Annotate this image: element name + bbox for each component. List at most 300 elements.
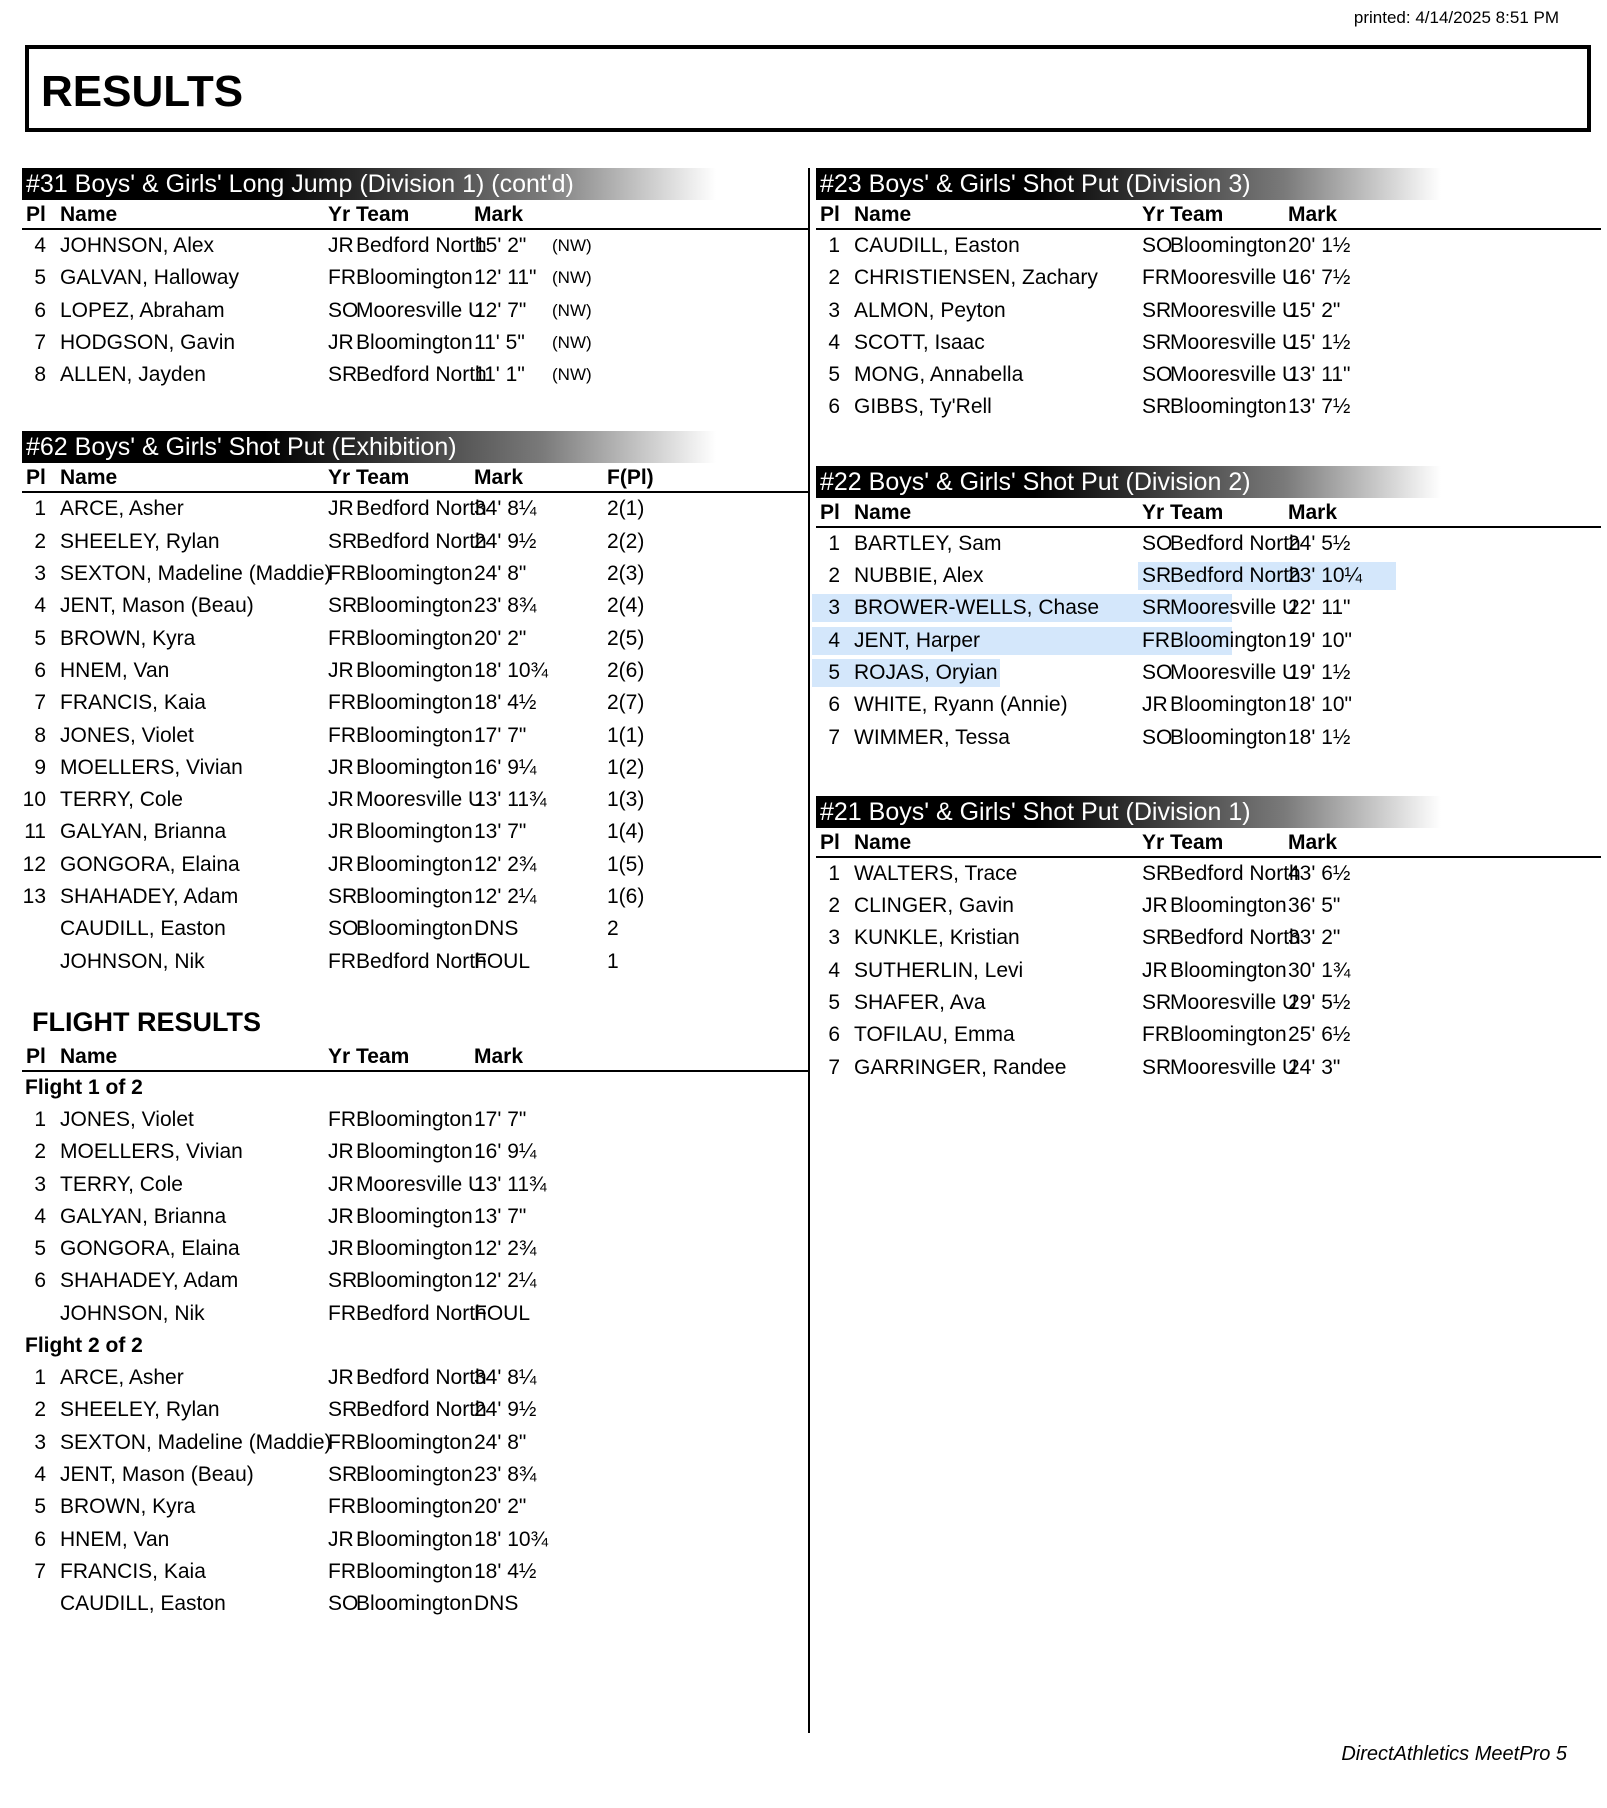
team-name: Bloomington xyxy=(356,266,473,290)
athlete-name: SCOTT, Isaac xyxy=(854,330,985,354)
result-row xyxy=(816,391,1601,423)
event-title: #31 Boys' & Girls' Long Jump (Division 1) (cont'd) xyxy=(22,168,716,200)
result-row xyxy=(22,295,808,327)
mark: 16' 7½ xyxy=(1288,266,1351,290)
mark: 18' 4½ xyxy=(474,1559,537,1583)
col-header-mark: Mark xyxy=(474,1044,524,1068)
place: 3 xyxy=(828,596,840,620)
result-row xyxy=(22,816,808,848)
mark: 15' 1½ xyxy=(1288,330,1351,354)
mark: 24' 8" xyxy=(474,1430,527,1454)
col-header-team: Team xyxy=(1170,830,1224,854)
athlete-year: JR xyxy=(328,1237,354,1261)
result-row xyxy=(22,752,808,784)
athlete-year: JR xyxy=(1142,894,1168,918)
results-header-box xyxy=(25,45,1591,132)
athlete-name: JENT, Harper xyxy=(854,628,981,652)
mark: 16' 9¼ xyxy=(474,755,537,779)
athlete-year: SR xyxy=(328,594,358,618)
place: 1 xyxy=(34,1107,46,1131)
col-header-yr: Yr xyxy=(328,466,351,490)
athlete-year: JR xyxy=(328,1140,354,1164)
result-row xyxy=(816,560,1601,592)
result-row xyxy=(22,913,808,945)
athlete-year: SR xyxy=(328,1269,358,1293)
team-name: Bloomington xyxy=(356,1140,473,1164)
athlete-name: JOHNSON, Nik xyxy=(60,949,205,973)
result-row xyxy=(22,558,808,590)
athlete-name: CAUDILL, Easton xyxy=(60,1592,226,1616)
place: 5 xyxy=(828,363,840,387)
col-header-team: Team xyxy=(1170,203,1224,226)
result-row xyxy=(816,987,1601,1019)
athlete-year: SO xyxy=(1142,660,1173,684)
athlete-year: SR xyxy=(1142,564,1172,588)
team-name: Bedford North xyxy=(1170,531,1301,555)
place: 8 xyxy=(34,723,46,747)
team-name: Bloomington xyxy=(1170,1023,1287,1047)
athlete-name: MONG, Annabella xyxy=(854,363,1024,387)
place: 7 xyxy=(34,691,46,715)
mark: 19' 10" xyxy=(1288,628,1353,652)
athlete-name: MOELLERS, Vivian xyxy=(60,1140,243,1164)
athlete-name: KUNKLE, Kristian xyxy=(854,926,1020,950)
athlete-name: JONES, Violet xyxy=(60,1107,194,1131)
right-column xyxy=(816,168,1601,1084)
column-header-row xyxy=(816,830,1601,858)
athlete-year: SR xyxy=(328,363,358,387)
mark: 15' 2" xyxy=(474,234,527,257)
team-name: Bloomington xyxy=(356,755,473,779)
event-title: #62 Boys' & Girls' Shot Put (Exhibition) xyxy=(22,431,716,463)
athlete-name: GALYAN, Brianna xyxy=(60,1204,227,1228)
athlete-name: HODGSON, Gavin xyxy=(60,330,236,354)
result-row xyxy=(22,720,808,752)
mark: 34' 8¼ xyxy=(474,497,537,521)
place: 2 xyxy=(828,894,840,918)
team-name: Bedford North xyxy=(356,1301,487,1325)
place: 6 xyxy=(34,298,46,322)
place: 6 xyxy=(828,693,840,717)
flight-place: 1(6) xyxy=(607,885,645,909)
column-header-row xyxy=(816,202,1601,230)
team-name: Bedford North xyxy=(356,497,487,521)
athlete-year: FR xyxy=(1142,628,1170,652)
flight-place: 2(7) xyxy=(607,691,645,715)
result-row xyxy=(22,230,808,262)
team-name: Bedford North xyxy=(1170,564,1301,588)
wind-note: (NW) xyxy=(552,268,592,288)
team-name: Bedford North xyxy=(356,363,487,387)
place: 2 xyxy=(34,1140,46,1164)
athlete-name: NUBBIE, Alex xyxy=(854,564,984,588)
athlete-year: JR xyxy=(328,852,354,876)
athlete-name: BROWER-WELLS, Chase xyxy=(854,596,1100,620)
result-row xyxy=(816,625,1601,657)
event-table xyxy=(22,465,808,977)
flight-place: 1 xyxy=(607,949,619,973)
athlete-name: GALVAN, Halloway xyxy=(60,266,239,290)
team-name: Mooresville U xyxy=(356,1172,484,1196)
team-name: Bloomington xyxy=(356,1527,473,1551)
result-row xyxy=(816,359,1601,391)
athlete-year: JR xyxy=(328,1172,354,1196)
col-header-yr: Yr xyxy=(1142,830,1165,854)
mark: 18' 10¾ xyxy=(474,658,549,682)
mark: 43' 6½ xyxy=(1288,861,1351,885)
athlete-name: LOPEZ, Abraham xyxy=(60,298,225,322)
team-name: Bloomington xyxy=(1170,628,1287,652)
team-name: Bloomington xyxy=(356,1204,473,1228)
col-header-name: Name xyxy=(60,1044,118,1068)
flight-place: 1(2) xyxy=(607,755,645,779)
mark: 18' 4½ xyxy=(474,691,537,715)
team-name: Mooresville U xyxy=(1170,363,1298,387)
athlete-year: FR xyxy=(328,1430,356,1454)
athlete-name: FRANCIS, Kaia xyxy=(60,1559,206,1583)
athlete-year: FR xyxy=(328,562,356,586)
team-name: Bloomington xyxy=(356,626,473,650)
athlete-name: SHAHADEY, Adam xyxy=(60,1269,239,1293)
athlete-year: SR xyxy=(1142,298,1172,322)
col-header-mark: Mark xyxy=(1288,830,1338,854)
athlete-year: FR xyxy=(328,723,356,747)
result-row xyxy=(816,230,1601,262)
mark: 13' 7" xyxy=(474,820,527,844)
team-name: Bedford North xyxy=(1170,926,1301,950)
flight-place: 1(4) xyxy=(607,820,645,844)
mark: 17' 7" xyxy=(474,723,527,747)
team-name: Bloomington xyxy=(356,1269,473,1293)
result-row xyxy=(22,849,808,881)
event-title: #21 Boys' & Girls' Shot Put (Division 1) xyxy=(816,796,1441,828)
flight-place: 1(1) xyxy=(607,723,645,747)
result-row xyxy=(22,1233,808,1265)
mark: 13' 7½ xyxy=(1288,395,1351,419)
athlete-name: SUTHERLIN, Levi xyxy=(854,958,1024,982)
place: 6 xyxy=(34,1269,46,1293)
col-header-yr: Yr xyxy=(1142,500,1165,524)
team-name: Bloomington xyxy=(356,562,473,586)
athlete-year: SO xyxy=(1142,363,1173,387)
mark: 24' 9½ xyxy=(474,1398,537,1422)
place: 2 xyxy=(34,1398,46,1422)
result-row xyxy=(22,359,808,391)
team-name: Bloomington xyxy=(356,330,473,354)
result-row xyxy=(816,890,1601,922)
team-name: Bloomington xyxy=(1170,725,1287,749)
athlete-year: SO xyxy=(1142,531,1173,555)
athlete-year: SO xyxy=(328,298,359,322)
athlete-year: JR xyxy=(328,1204,354,1228)
athlete-name: WIMMER, Tessa xyxy=(854,725,1010,749)
mark: 22' 11" xyxy=(1288,596,1351,620)
athlete-name: ARCE, Asher xyxy=(60,1366,184,1390)
athlete-name: GONGORA, Elaina xyxy=(60,1237,240,1261)
athlete-name: SHAFER, Ava xyxy=(854,991,986,1015)
result-row xyxy=(22,784,808,816)
left-column xyxy=(22,168,808,1620)
athlete-name: ALMON, Peyton xyxy=(854,298,1006,322)
col-header-pl: Pl xyxy=(820,500,840,524)
athlete-year: FR xyxy=(328,266,356,290)
team-name: Bloomington xyxy=(356,917,473,941)
col-header-name: Name xyxy=(854,500,912,524)
athlete-year: JR xyxy=(328,497,354,521)
col-header-pl: Pl xyxy=(820,830,840,854)
mark: FOUL xyxy=(474,949,531,973)
athlete-name: JENT, Mason (Beau) xyxy=(60,1462,254,1486)
place: 4 xyxy=(34,234,46,257)
athlete-year: SR xyxy=(1142,1055,1172,1079)
result-row xyxy=(816,1019,1601,1051)
result-row xyxy=(22,1169,808,1201)
athlete-year: JR xyxy=(328,1527,354,1551)
result-row xyxy=(816,657,1601,689)
printed-timestamp: printed: 4/14/2025 8:51 PM xyxy=(1353,8,1559,27)
mark: 23' 8¾ xyxy=(474,1462,537,1486)
mark: 12' 2¾ xyxy=(474,852,537,876)
place: 8 xyxy=(34,363,46,387)
event-table xyxy=(816,202,1601,424)
place: 5 xyxy=(34,266,46,290)
result-row xyxy=(22,1298,808,1330)
event-table xyxy=(22,202,808,391)
result-row xyxy=(22,1201,808,1233)
athlete-name: JOHNSON, Nik xyxy=(60,1301,205,1325)
team-name: Mooresville U xyxy=(1170,330,1298,354)
result-row xyxy=(22,1427,808,1459)
place: 3 xyxy=(828,298,840,322)
athlete-name: TERRY, Cole xyxy=(60,788,183,812)
place: 12 xyxy=(22,852,46,876)
team-name: Bloomington xyxy=(356,1237,473,1261)
col-header-mark: Mark xyxy=(474,466,524,490)
athlete-year: JR xyxy=(328,820,354,844)
flight-table xyxy=(22,1044,808,1620)
athlete-year: SO xyxy=(1142,725,1173,749)
athlete-year: FR xyxy=(328,949,356,973)
athlete-year: SR xyxy=(328,529,358,553)
athlete-year: FR xyxy=(328,1301,356,1325)
team-name: Mooresville U xyxy=(1170,596,1298,620)
place: 6 xyxy=(34,1527,46,1551)
place: 4 xyxy=(34,1204,46,1228)
place: 1 xyxy=(34,497,46,521)
place: 6 xyxy=(828,395,840,419)
team-name: Bloomington xyxy=(1170,894,1287,918)
place: 4 xyxy=(34,594,46,618)
result-row xyxy=(816,689,1601,721)
col-header-fpl: F(Pl) xyxy=(607,466,654,490)
team-name: Bedford North xyxy=(356,234,487,257)
athlete-year: FR xyxy=(328,1559,356,1583)
place: 2 xyxy=(828,266,840,290)
place: 5 xyxy=(34,626,46,650)
mark: 13' 7" xyxy=(474,1204,527,1228)
place: 7 xyxy=(828,725,840,749)
athlete-name: SHEELEY, Rylan xyxy=(60,1398,220,1422)
team-name: Bloomington xyxy=(1170,693,1287,717)
team-name: Bloomington xyxy=(356,1107,473,1131)
place: 10 xyxy=(22,788,46,812)
place: 5 xyxy=(828,991,840,1015)
result-row xyxy=(22,1556,808,1588)
athlete-name: HNEM, Van xyxy=(60,1527,170,1551)
result-row xyxy=(22,1362,808,1394)
athlete-name: ALLEN, Jayden xyxy=(60,363,206,387)
flight-place: 2(5) xyxy=(607,626,645,650)
athlete-year: SR xyxy=(1142,926,1172,950)
result-row xyxy=(22,1104,808,1136)
place: 1 xyxy=(34,1366,46,1390)
place: 3 xyxy=(34,1172,46,1196)
athlete-year: FR xyxy=(328,691,356,715)
col-header-team: Team xyxy=(356,203,410,226)
mark: 20' 1½ xyxy=(1288,234,1351,257)
col-header-name: Name xyxy=(854,830,912,854)
col-header-team: Team xyxy=(1170,500,1224,524)
wind-note: (NW) xyxy=(552,236,592,255)
result-row xyxy=(816,722,1601,754)
place: 4 xyxy=(34,1462,46,1486)
athlete-year: SR xyxy=(328,1398,358,1422)
col-header-pl: Pl xyxy=(820,203,840,226)
mark: 12' 11" xyxy=(474,266,537,290)
result-row xyxy=(22,1265,808,1297)
result-row xyxy=(22,655,808,687)
team-name: Bloomington xyxy=(1170,395,1287,419)
col-header-name: Name xyxy=(854,203,912,226)
col-header-name: Name xyxy=(60,466,118,490)
place: 1 xyxy=(828,234,840,257)
flight-place: 1(5) xyxy=(607,852,645,876)
team-name: Bloomington xyxy=(356,1430,473,1454)
athlete-name: GONGORA, Elaina xyxy=(60,852,240,876)
athlete-name: CAUDILL, Easton xyxy=(60,917,226,941)
col-header-pl: Pl xyxy=(26,1044,46,1068)
column-header-row xyxy=(22,465,808,493)
result-row xyxy=(22,687,808,719)
athlete-name: MOELLERS, Vivian xyxy=(60,755,243,779)
place: 5 xyxy=(828,660,840,684)
place: 11 xyxy=(24,820,46,844)
place: 1 xyxy=(828,861,840,885)
team-name: Bloomington xyxy=(356,1592,473,1616)
mark: 36' 5" xyxy=(1288,894,1341,918)
place: 7 xyxy=(34,330,46,354)
athlete-name: GIBBS, Ty'Rell xyxy=(854,395,992,419)
flight-label: Flight 1 of 2 xyxy=(25,1075,143,1099)
result-row xyxy=(22,881,808,913)
mark: 24' 3" xyxy=(1288,1055,1341,1079)
team-name: Bloomington xyxy=(1170,958,1287,982)
mark: 25' 6½ xyxy=(1288,1023,1351,1047)
column-header-row xyxy=(816,500,1601,528)
athlete-name: WALTERS, Trace xyxy=(854,861,1018,885)
mark: 20' 2" xyxy=(474,626,527,650)
athlete-name: BROWN, Kyra xyxy=(60,1495,196,1519)
athlete-name: CLINGER, Gavin xyxy=(854,894,1014,918)
column-header-row xyxy=(22,202,808,230)
athlete-year: SR xyxy=(1142,330,1172,354)
wind-note: (NW) xyxy=(552,332,592,352)
athlete-name: HNEM, Van xyxy=(60,658,170,682)
athlete-name: SEXTON, Madeline (Maddie) xyxy=(60,1430,332,1454)
athlete-year: SR xyxy=(1142,991,1172,1015)
place: 5 xyxy=(34,1495,46,1519)
col-header-mark: Mark xyxy=(474,203,524,226)
athlete-year: FR xyxy=(1142,1023,1170,1047)
wind-note: (NW) xyxy=(552,365,592,385)
flight-label: Flight 2 of 2 xyxy=(25,1334,143,1358)
mark: 13' 11¾ xyxy=(474,1172,547,1196)
athlete-name: SHAHADEY, Adam xyxy=(60,885,239,909)
col-header-name: Name xyxy=(60,203,118,226)
team-name: Mooresville U xyxy=(1170,660,1298,684)
mark: 19' 1½ xyxy=(1288,660,1351,684)
footer-brand: DirectAthletics MeetPro 5 xyxy=(1341,1743,1567,1765)
result-row xyxy=(22,1459,808,1491)
athlete-year: SO xyxy=(1142,234,1173,257)
result-row xyxy=(22,590,808,622)
col-header-team: Team xyxy=(356,1044,410,1068)
result-row xyxy=(22,327,808,359)
event-table xyxy=(816,500,1601,754)
team-name: Mooresville U xyxy=(356,298,484,322)
place: 13 xyxy=(22,885,46,909)
place: 3 xyxy=(34,562,46,586)
wind-note: (NW) xyxy=(552,300,592,320)
athlete-name: BROWN, Kyra xyxy=(60,626,196,650)
team-name: Bloomington xyxy=(356,723,473,747)
mark: FOUL xyxy=(474,1301,531,1325)
place: 4 xyxy=(828,958,840,982)
team-name: Bloomington xyxy=(356,594,473,618)
mark: 12' 2¾ xyxy=(474,1237,537,1261)
event-title: #23 Boys' & Girls' Shot Put (Division 3) xyxy=(816,168,1441,200)
team-name: Bedford North xyxy=(356,1398,487,1422)
mark: 18' 1½ xyxy=(1288,725,1351,749)
result-row xyxy=(22,262,808,294)
col-header-yr: Yr xyxy=(1142,203,1165,226)
result-row xyxy=(22,1136,808,1168)
col-header-team: Team xyxy=(356,466,410,490)
result-row xyxy=(816,858,1601,890)
athlete-year: JR xyxy=(328,330,354,354)
athlete-name: JENT, Mason (Beau) xyxy=(60,594,254,618)
place: 7 xyxy=(34,1559,46,1583)
mark: 23' 10¼ xyxy=(1288,564,1363,588)
mark: 17' 7" xyxy=(474,1107,527,1131)
result-row xyxy=(816,592,1601,624)
flight-place: 2(4) xyxy=(607,594,645,618)
team-name: Bloomington xyxy=(1170,234,1287,257)
flight-place: 2(1) xyxy=(607,497,645,521)
team-name: Mooresville U xyxy=(1170,991,1298,1015)
team-name: Mooresville U xyxy=(1170,266,1298,290)
mark: 12' 7" xyxy=(474,298,527,322)
mark: 24' 9½ xyxy=(474,529,537,553)
mark: 24' 5½ xyxy=(1288,531,1351,555)
team-name: Mooresville U xyxy=(356,788,484,812)
col-header-pl: Pl xyxy=(26,203,46,226)
team-name: Bedford North xyxy=(356,1366,487,1390)
result-row xyxy=(22,1588,808,1620)
athlete-name: ROJAS, Oryian xyxy=(854,660,998,684)
flight-place: 2 xyxy=(607,917,619,941)
athlete-year: JR xyxy=(328,1366,354,1390)
